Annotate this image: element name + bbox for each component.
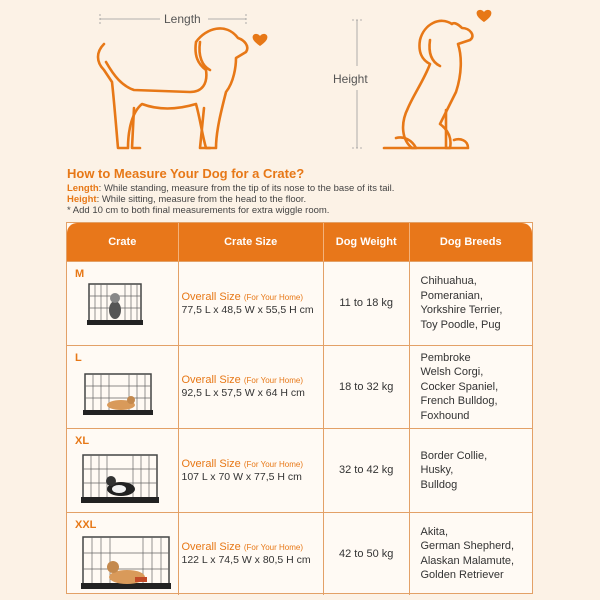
crate-image bbox=[81, 533, 173, 593]
crate-size-table bbox=[66, 222, 533, 594]
crate-image bbox=[81, 451, 161, 507]
dog-breeds-cell bbox=[410, 262, 533, 345]
length-label: Length bbox=[164, 12, 201, 26]
height-label: Height bbox=[333, 72, 368, 86]
crate-cell bbox=[67, 346, 179, 429]
crate-image bbox=[83, 370, 155, 420]
crate-image bbox=[87, 280, 145, 328]
crate-dimensions: 92,5 L x 57,5 W x 64 H cm bbox=[181, 387, 305, 400]
dog-diagram bbox=[0, 0, 600, 160]
breed-line: Welsh Corgi, bbox=[420, 366, 484, 378]
measure-instructions bbox=[67, 183, 394, 216]
crate-size-tag: M bbox=[75, 268, 85, 280]
crate-size-cell bbox=[179, 262, 324, 345]
sitting-dog-icon bbox=[384, 21, 472, 148]
length-term: Length bbox=[67, 183, 99, 194]
breed-line: French Bulldog, bbox=[420, 395, 498, 407]
breed-line: Cocker Spaniel, bbox=[420, 380, 499, 393]
crate-size-tag: L bbox=[75, 351, 82, 364]
crate-dimensions: 77,5 L x 48,5 W x 55,5 H cm bbox=[181, 303, 314, 316]
guide-title: How to Measure Your Dog for a Crate? bbox=[67, 166, 305, 181]
table-row bbox=[67, 512, 532, 596]
crate-size-tag: XXL bbox=[75, 518, 97, 531]
length-instruction: : While standing, measure from the tip of its nose to the base of its tail. bbox=[98, 183, 395, 194]
header-crate: Crate bbox=[67, 223, 179, 261]
breed-line: Yorkshire Terrier, bbox=[420, 304, 503, 317]
crate-size-cell bbox=[179, 429, 324, 512]
height-instruction: : While sitting, measure from the head to the floor. bbox=[96, 194, 307, 205]
table-header bbox=[67, 223, 532, 261]
crate-size-tag: XL bbox=[75, 435, 90, 447]
dog-weight-cell: 32 to 42 kg bbox=[324, 429, 410, 512]
dog-weight-cell: 18 to 32 kg bbox=[324, 346, 410, 429]
measurement-illustration bbox=[0, 0, 600, 160]
overall-size-label: Overall Size bbox=[181, 541, 241, 554]
crate-cell bbox=[67, 262, 179, 345]
crate-dimensions: 122 L x 74,5 W x 80,5 H cm bbox=[181, 554, 311, 567]
crate-cell bbox=[67, 513, 179, 596]
table-row bbox=[67, 345, 532, 429]
table-row bbox=[67, 428, 532, 512]
crate-size-cell bbox=[179, 346, 324, 429]
breed-line: Toy Poodle, Pug bbox=[420, 318, 501, 331]
heart-icon bbox=[253, 34, 268, 46]
breed-line: Husky, bbox=[420, 464, 454, 476]
dog-weight-cell: 42 to 50 kg bbox=[324, 513, 410, 596]
for-home-note: (For Your Home) bbox=[243, 292, 303, 302]
crate-size-cell bbox=[179, 513, 324, 596]
for-home-note: (For Your Home) bbox=[243, 543, 303, 553]
dog-breeds-cell bbox=[410, 513, 533, 596]
for-home-note: (For Your Home) bbox=[243, 376, 303, 386]
standing-dog-icon bbox=[98, 28, 247, 148]
breed-line: Pomeranian, bbox=[420, 289, 483, 302]
breed-line: Chihuahua, bbox=[420, 275, 477, 288]
breed-line: Bulldog bbox=[420, 478, 458, 491]
breed-line: Akita, bbox=[420, 525, 449, 538]
breed-line: German Shepherd, bbox=[420, 540, 515, 553]
breed-line: Foxhound bbox=[420, 409, 470, 422]
crate-dimensions: 107 L x 70 W x 77,5 H cm bbox=[181, 470, 302, 483]
header-dog-weight: Dog Weight bbox=[324, 223, 410, 261]
header-crate-size: Crate Size bbox=[179, 223, 324, 261]
dog-breeds-cell bbox=[410, 346, 533, 429]
breed-line: Pembroke bbox=[420, 351, 471, 364]
dog-breeds-cell bbox=[410, 429, 533, 512]
breed-line: Border Collie, bbox=[420, 449, 488, 462]
header-dog-breeds: Dog Breeds bbox=[439, 236, 502, 248]
crate-cell bbox=[67, 429, 179, 512]
wiggle-room-note: * Add 10 cm to both final measurements for extra wiggle room. bbox=[67, 205, 330, 216]
breed-line: Golden Retriever bbox=[420, 569, 504, 582]
for-home-note: (For Your Home) bbox=[243, 459, 303, 469]
heart-icon bbox=[477, 10, 492, 22]
overall-size-label: Overall Size bbox=[181, 457, 241, 470]
height-term: Height bbox=[67, 194, 97, 205]
overall-size-label: Overall Size bbox=[181, 374, 241, 387]
breed-line: Alaskan Malamute, bbox=[420, 554, 515, 567]
dog-weight-cell: 11 to 18 kg bbox=[324, 262, 410, 345]
overall-size-label: Overall Size bbox=[181, 290, 241, 303]
table-row bbox=[67, 261, 532, 345]
